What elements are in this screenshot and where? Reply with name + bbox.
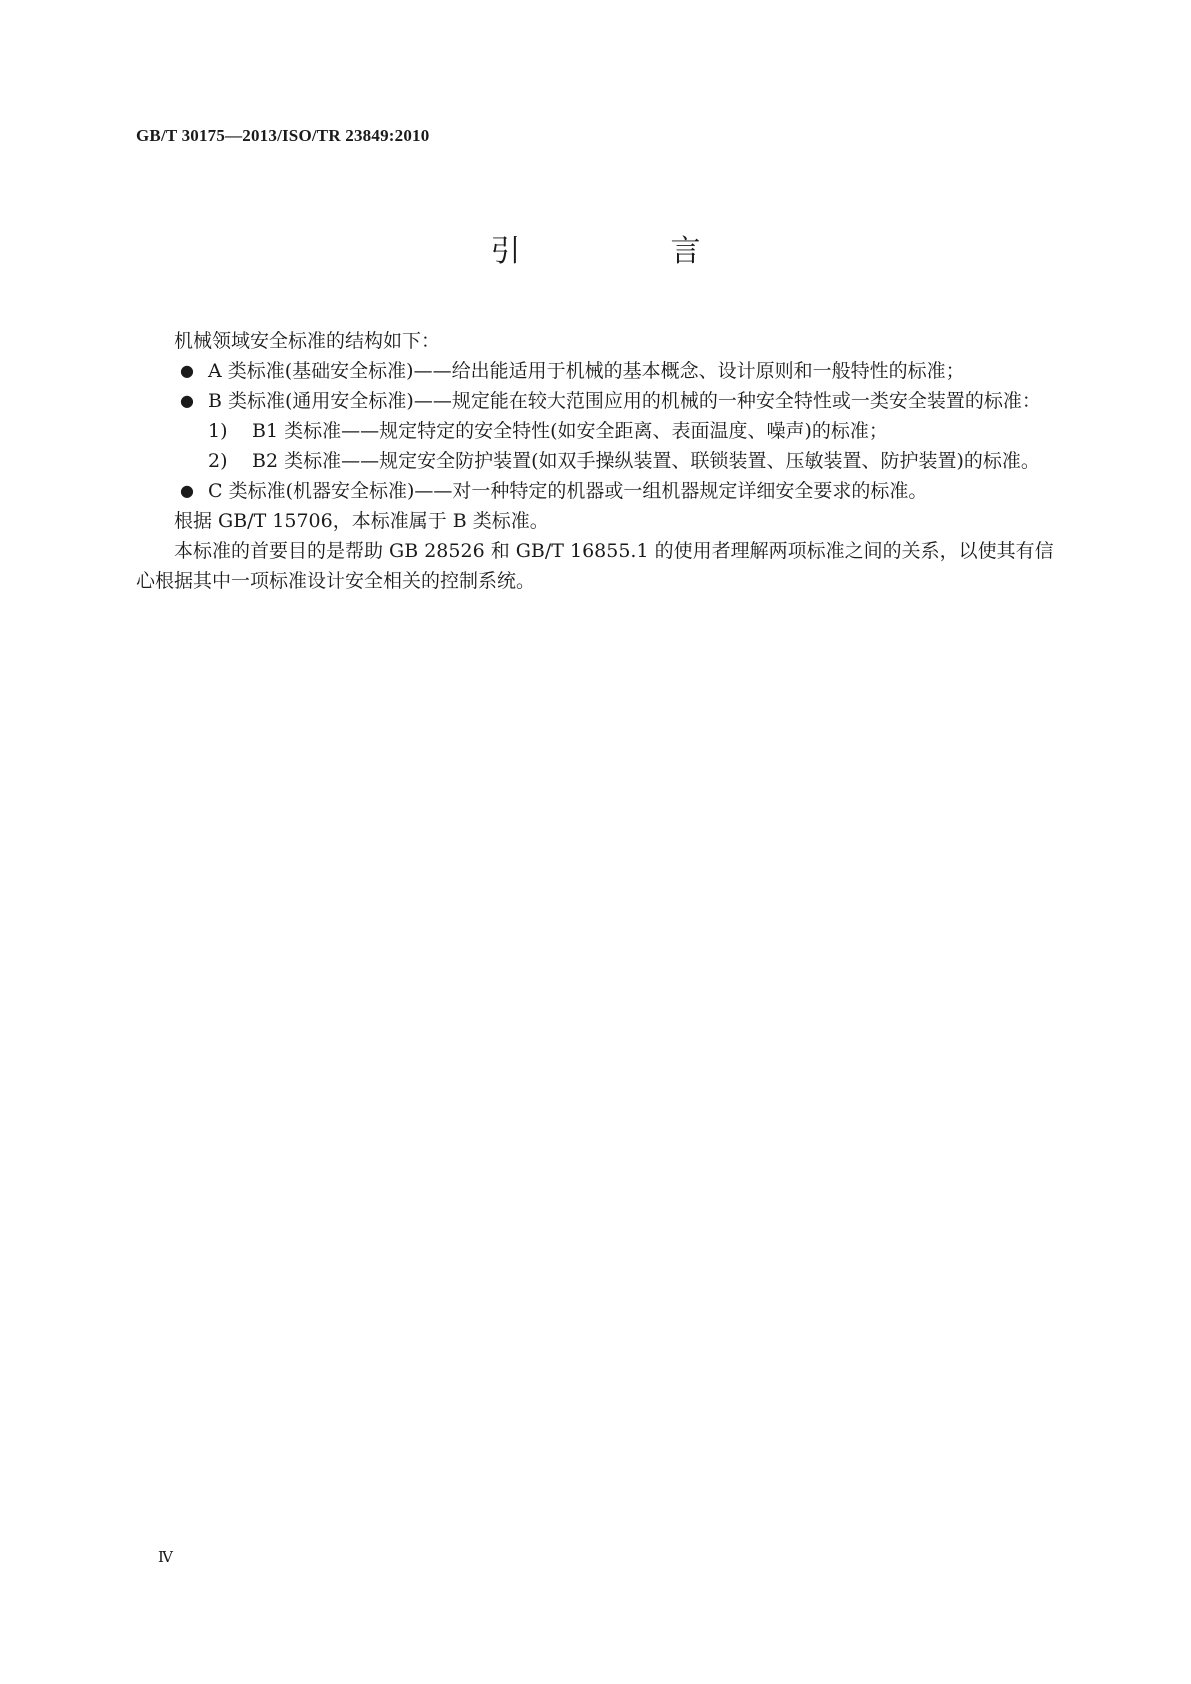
page-number: Ⅳ — [158, 1550, 173, 1566]
page-title: 引 言 — [490, 234, 761, 269]
sub-list — [208, 416, 1058, 476]
bullet-text: A 类标准(基础安全标准)——给出能适用于机械的基本概念、设计原则和一般特性的标准； — [208, 360, 965, 382]
body-paragraph: 根据 GB/T 15706，本标准属于 B 类标准。 — [174, 510, 549, 532]
bullet-text: C 类标准(机器安全标准)——对一种特定的机器或一组机器规定详细安全要求的标准。 — [208, 480, 928, 502]
bullet-dot-icon: ● — [180, 481, 194, 500]
sub-item-b2 — [208, 446, 1058, 476]
sub-item-number: 2) — [208, 450, 228, 472]
bullet-item-a — [136, 356, 1058, 386]
sub-item-text: B1 类标准——规定特定的安全特性(如安全距离、表面温度、噪声)的标准； — [252, 420, 888, 442]
sub-item-text: B2 类标准——规定安全防护装置(如双手操纵装置、联锁装置、压敏装置、防护装置)的标准。 — [252, 450, 1040, 472]
bullet-text: B 类标准(通用安全标准)——规定能在较大范围应用的机械的一种安全特性或一类安全装置的标准： — [208, 390, 1041, 412]
sub-item-b1 — [208, 416, 1058, 446]
intro-paragraph: 机械领域安全标准的结构如下： — [174, 330, 441, 352]
body-paragraph: 本标准的首要目的是帮助 GB 28526 和 GB/T 16855.1 的使用者理解两项标准之间的关系，以使其有信心根据其中一项标准设计安全相关的控制系统。 — [136, 540, 1054, 592]
sub-item-number: 1) — [208, 420, 228, 442]
body-text — [136, 326, 1058, 596]
bullet-item-b — [136, 386, 1058, 416]
bullet-dot-icon: ● — [180, 361, 194, 380]
bullet-item-c — [136, 476, 1058, 506]
bullet-dot-icon: ● — [180, 391, 194, 410]
document-code-header: GB/T 30175—2013/ISO/TR 23849:2010 — [136, 126, 430, 145]
